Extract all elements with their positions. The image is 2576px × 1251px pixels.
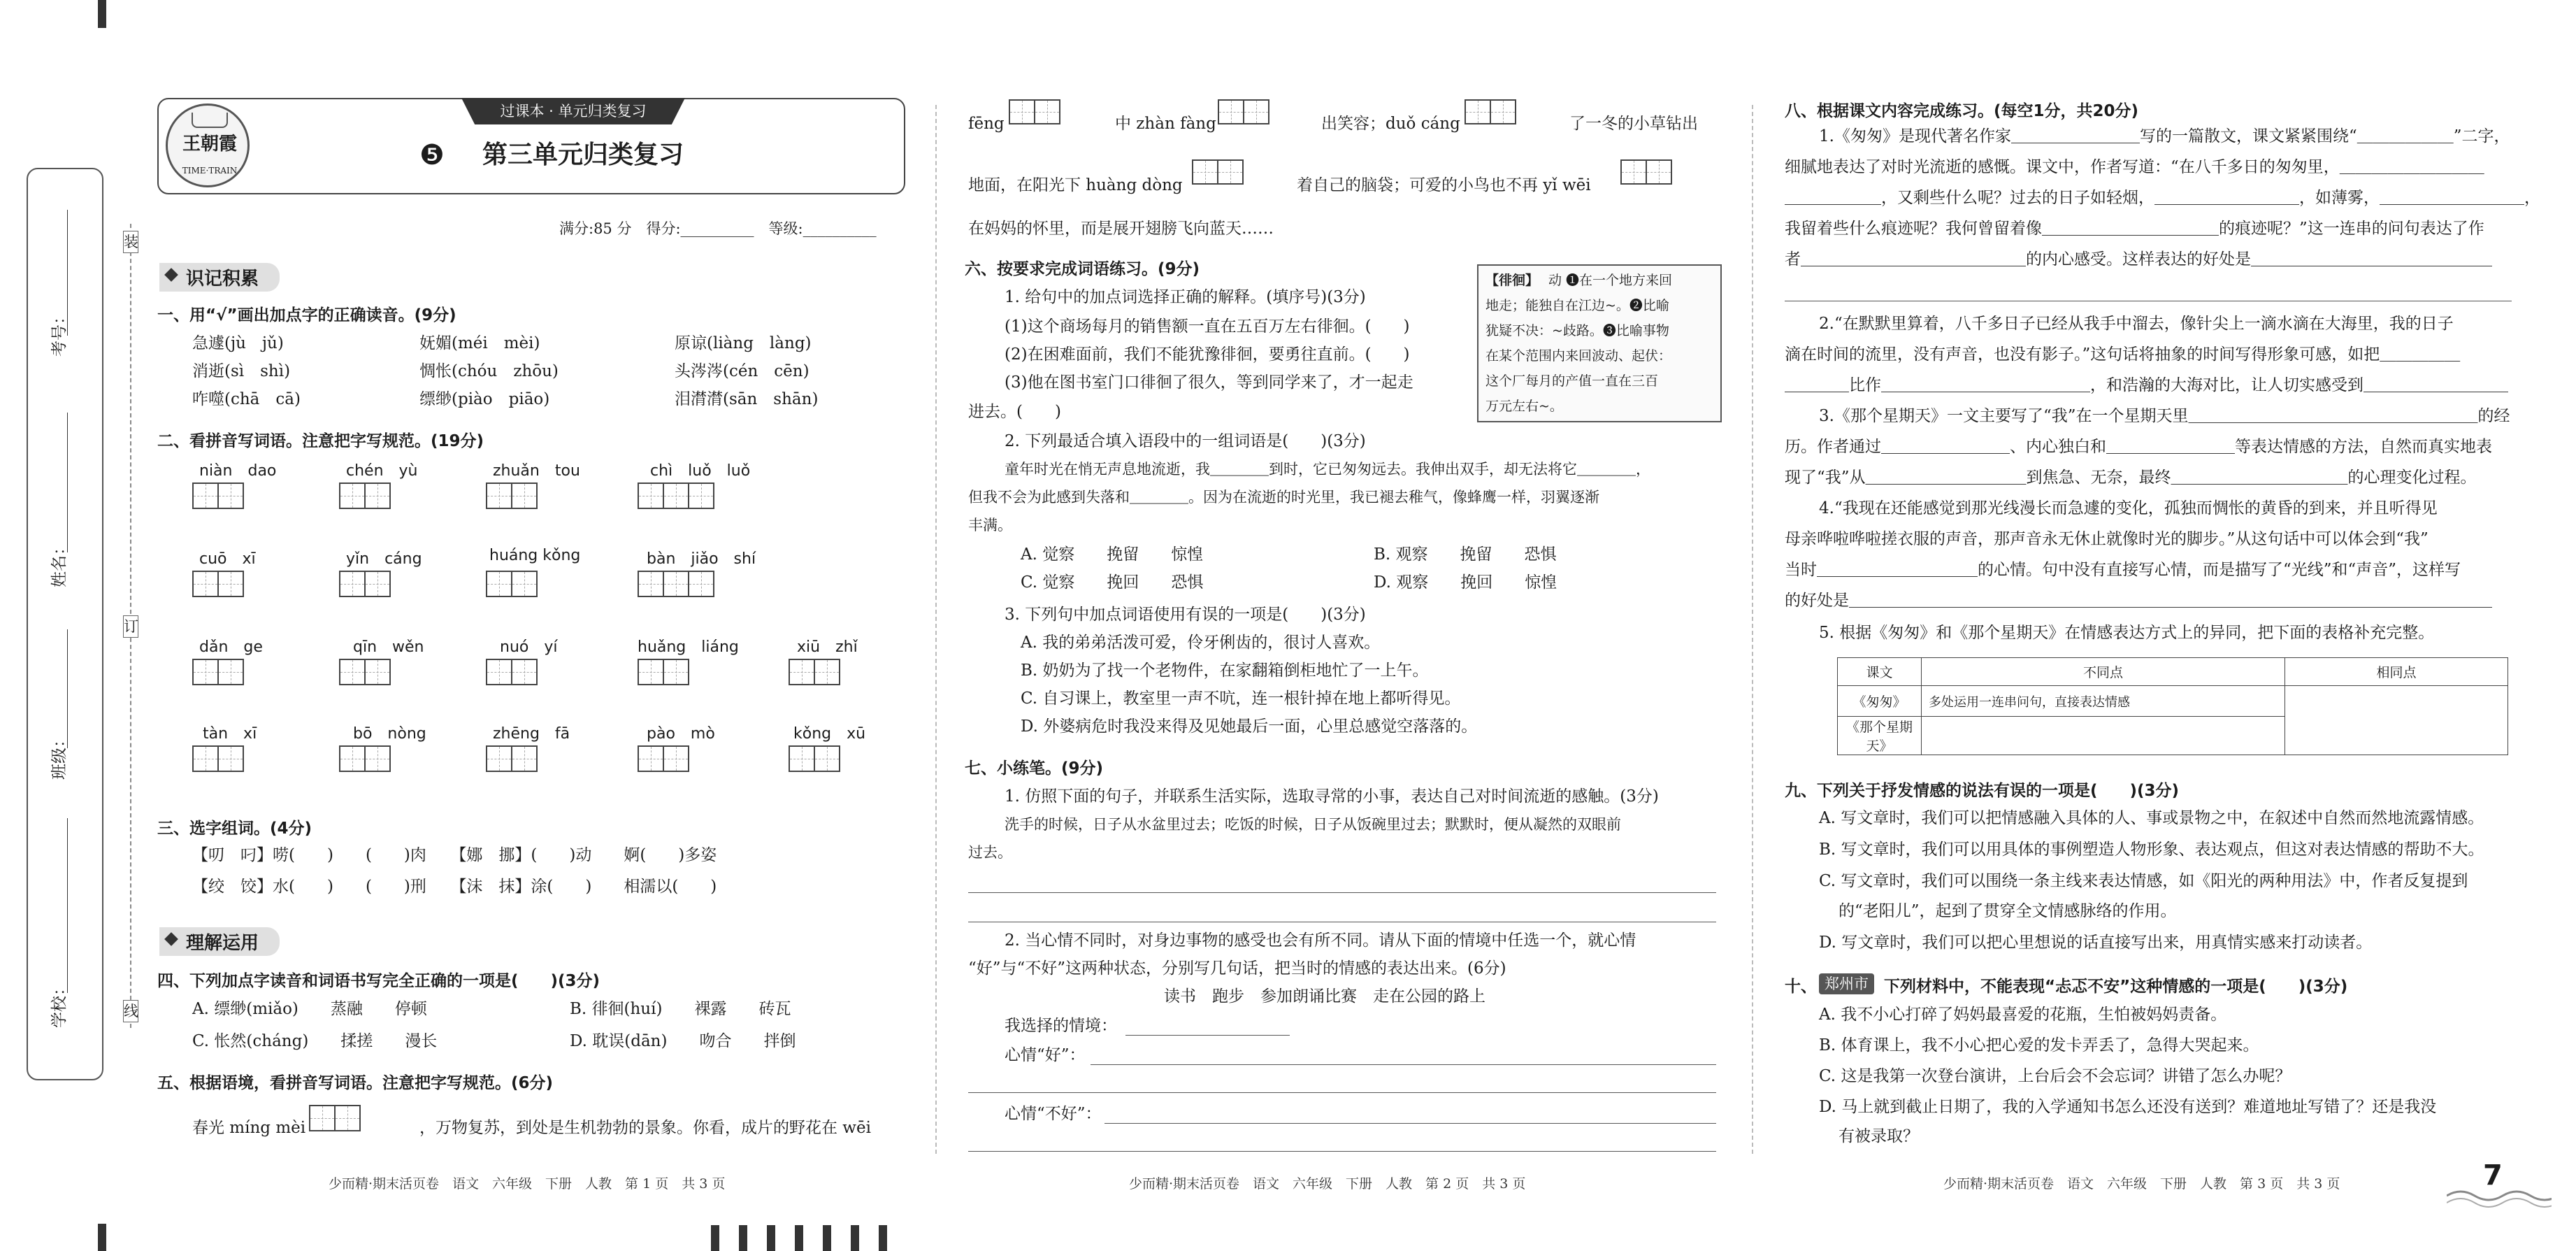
q7-options: 读书 跑步 参加朗诵比赛 走在公园的路上 <box>1164 987 1485 1006</box>
table-cell-answer[interactable] <box>2285 686 2508 755</box>
q7-1-example: 过去。 <box>968 844 1012 861</box>
q5-text: 在妈妈的怀里，而是展开翅膀飞向蓝天…… <box>968 220 1274 238</box>
q6-2-passage: 丰满。 <box>968 517 1012 534</box>
column-divider <box>1752 105 1753 1154</box>
q6-2-option-c[interactable]: C. 觉察 挽回 恐惧 <box>1021 573 1204 592</box>
q6-1b[interactable]: (2)在困难面前，我们不能犹豫徘徊，要勇往直前。( ) <box>1005 345 1410 364</box>
edge-strip <box>98 1224 106 1251</box>
q8-line: 我留着些什么痕迹呢？我何曾留着像＿＿＿＿＿＿＿＿＿＿＿的痕迹呢？”这一连串的问句表达了作 <box>1785 220 2484 238</box>
answer-line[interactable] <box>1091 1064 1716 1065</box>
q8-line: 5. 根据《匆匆》和《那个星期天》在情感表达方式上的异同，把下面的表格补充完整。 <box>1819 624 2435 642</box>
q7-good-label: 心情“好”： <box>1005 1046 1086 1064</box>
section-memory: 识记积累 <box>159 263 280 292</box>
binding-class-field[interactable] <box>67 629 68 748</box>
q1-item[interactable]: 妩媚(méi mèi) <box>419 334 540 352</box>
q5-text: 出笑容；duǒ cáng <box>1321 115 1460 133</box>
write-grid[interactable] <box>789 745 839 772</box>
answer-line[interactable] <box>1104 1123 1716 1124</box>
q5-text: 着自己的脑袋；可爱的小鸟也不再 yǐ wēi <box>1297 176 1591 194</box>
wave-decoration <box>2447 1182 2552 1210</box>
pinyin-label: zhuǎn tou <box>493 462 580 480</box>
q8-line: 现了“我”从＿＿＿＿＿＿＿＿＿＿到焦急、无奈，最终＿＿＿＿＿＿＿＿＿＿＿的心理变化过程。 <box>1785 469 2477 487</box>
q7-heading: 七、小练笔。(9分) <box>965 759 1104 778</box>
q8-heading: 八、根据课文内容完成练习。(每空1分，共20分) <box>1785 102 2139 120</box>
q1-item[interactable]: 咋噬(chā cā) <box>192 390 301 408</box>
q4-option-a[interactable]: A. 缥缈(miǎo) 蒸融 停顿 <box>192 1000 427 1018</box>
q5-text: 春光 míng mèi <box>192 1119 306 1137</box>
dict-line: 万元左右~。 <box>1485 399 1563 414</box>
q3-row[interactable]: 【绞 饺】水( ) ( )刑 【沫 抹】涂( ) 相濡以( ) <box>192 878 717 896</box>
page-title: 第三单元归类复习 <box>482 141 684 169</box>
q4-heading: 四、下列加点字读音和词语书写完全正确的一项是( )(3分) <box>157 972 600 990</box>
q10-option-c[interactable]: C. 这是我第一次登台演讲，上台后会不会忘词？讲错了怎么办呢？ <box>1819 1067 2291 1085</box>
bottom-mark <box>823 1225 831 1251</box>
binding-class-label: 班级： <box>50 731 69 780</box>
pinyin-label: tàn xī <box>203 725 257 743</box>
footer-page-1: 少而精·期末活页卷 语文 六年级 下册 人教 第 1 页 共 3 页 <box>329 1176 726 1192</box>
q6-2: 2. 下列最适合填入语段中的一组词语是( )(3分) <box>1005 432 1366 450</box>
binding-school-field[interactable] <box>67 818 68 993</box>
table-cell: 《那个星期天》 <box>1838 717 1922 755</box>
q4-option-d[interactable]: D. 耽误(dān) 吻合 拌倒 <box>570 1032 796 1050</box>
q6-1c[interactable]: 进去。( ) <box>968 403 1061 421</box>
write-grid[interactable] <box>339 482 389 509</box>
q7-bad-label: 心情“不好”： <box>1005 1105 1102 1123</box>
q4-option-b[interactable]: B. 徘徊(huí) 裸露 砖瓦 <box>570 1000 791 1018</box>
q8-line: 母亲哗啦哗啦搓衣服的声音，那声音永无休止就像时光的脚步。”从这句话中可以体会到“我” <box>1785 530 2429 548</box>
dict-line: 地走；能独自在江边~。❷比喻 <box>1485 298 1669 313</box>
write-grid[interactable] <box>1218 99 1268 124</box>
q5-text: 地面，在阳光下 huàng dòng <box>968 176 1183 194</box>
lesson-number: ❺ <box>419 139 445 171</box>
write-grid[interactable] <box>192 571 243 597</box>
q9-option-b[interactable]: B. 写文章时，我们可以用具体的事例塑造人物形象、表达观点，但这对表达情感的帮助不大。 <box>1819 841 2484 859</box>
write-grid[interactable] <box>1009 99 1059 124</box>
q2-heading: 二、看拼音写词语。注意把字写规范。(19分) <box>157 432 484 450</box>
write-grid[interactable] <box>192 745 243 772</box>
q1-item[interactable]: 急遽(jù jǔ) <box>192 334 284 352</box>
binding-exam-no-field[interactable] <box>67 210 68 336</box>
write-grid[interactable] <box>789 659 839 685</box>
q6-3-option-b[interactable]: B. 奶奶为了找一个老物件，在家翻箱倒柜地忙了一上午。 <box>1021 662 1429 680</box>
pinyin-label: nuó yí <box>500 638 558 656</box>
q8-line: 3.《那个星期天》一文主要写了“我”在一个星期天里＿＿＿＿＿＿＿＿＿＿＿＿＿＿＿＿＿＿的经 <box>1819 407 2510 425</box>
q9-option-a[interactable]: A. 写文章时，我们可以把情感融入具体的人、事或景物之中，在叙述中自然而然地流露情感。 <box>1819 809 2484 827</box>
q8-line: ＿＿＿＿＿＿，又剩些什么呢？过去的日子如轻烟，＿＿＿＿＿＿＿＿＿，如薄雾，＿＿＿＿＿＿＿＿＿， <box>1785 189 2540 207</box>
q8-line: ＿＿＿＿比作＿＿＿＿＿＿＿＿＿＿＿＿＿，和浩瀚的大海对比，让人切实感受到＿＿＿＿＿＿＿＿＿ <box>1785 376 2508 394</box>
q6-3-option-a[interactable]: A. 我的弟弟活泼可爱，伶牙俐齿的，很讨人喜欢。 <box>1021 634 1381 652</box>
q10-option-a[interactable]: A. 我不小心打碎了妈妈最喜爱的花瓶，生怕被妈妈责备。 <box>1819 1006 2227 1024</box>
q9-option-c[interactable]: 的“老阳儿”，起到了贯穿全文情感脉络的作用。 <box>1839 902 2177 920</box>
logo <box>166 103 250 187</box>
q4-option-c[interactable]: C. 怅然(cháng) 揉搓 漫长 <box>192 1032 438 1050</box>
bottom-mark <box>851 1225 859 1251</box>
q6-2-option-a[interactable]: A. 觉察 挽留 惊惶 <box>1021 545 1204 564</box>
q6-2-passage: 童年时光在悄无声息地流逝，我＿＿＿＿到时，它已匆匆远去。我伸出双手，却无法将它＿＿＿＿， <box>1005 461 1650 478</box>
pinyin-label: xiū zhǐ <box>797 638 858 656</box>
q6-1c[interactable]: (3)他在图书室门口徘徊了很久，等到同学来了，才一起走 <box>1005 373 1413 392</box>
answer-line[interactable] <box>968 892 1716 893</box>
q8-line: 历。作者通过＿＿＿＿＿＿＿＿、内心独白和＿＿＿＿＿＿＿＿等表达情感的方法，自然而真实地表 <box>1785 438 2492 456</box>
q9-heading: 九、下列关于抒发情感的说法有误的一项是( )(3分) <box>1785 782 2180 800</box>
pinyin-label: chì luǒ luǒ <box>650 462 751 480</box>
q9-option-d[interactable]: D. 写文章时，我们可以把心里想说的话直接写出来，用真情实感来打动读者。 <box>1819 934 2373 952</box>
pinyin-label: bàn jiǎo shí <box>647 550 756 568</box>
bottom-mark <box>767 1225 775 1251</box>
table-header: 不同点 <box>1922 658 2285 686</box>
write-grid[interactable] <box>638 659 688 685</box>
q3-heading: 三、选字组词。(4分) <box>157 820 312 838</box>
q8-line: 滴在时间的流里，没有声音，也没有影子。”这句话将抽象的时间写得形象可感，如把＿＿＿＿＿ <box>1785 345 2461 364</box>
q9-option-c[interactable]: C. 写文章时，我们可以围绕一条主线来表达情感，如《阳光的两种用法》中，作者反复提到 <box>1819 872 2468 890</box>
q10-option-d[interactable]: D. 马上就到截止日期了，我的入学通知书怎么还没有送到？难道地址写错了？还是我没 <box>1819 1098 2437 1116</box>
logo-crown-icon <box>192 113 228 128</box>
header-banner-text: 过课本 · 单元归类复习 <box>500 103 647 120</box>
q6-2-passage: 但我不会为此感到失落和＿＿＿＿。因为在流逝的时光里，我已褪去稚气，像蜂鹰一样，羽翼逐渐 <box>968 489 1599 506</box>
bottom-mark <box>879 1225 887 1251</box>
dictionary-box <box>1477 264 1722 422</box>
q7-1: 1. 仿照下面的句子，并联系生活实际，选取寻常的小事，表达自己对时间流逝的感触。(3分) <box>1005 787 1659 806</box>
mark-xian: 线 <box>123 1000 138 1022</box>
pinyin-label: chén yù <box>346 462 418 480</box>
q6-2-option-b[interactable]: B. 观察 挽留 恐惧 <box>1374 545 1557 564</box>
q7-1-example: 洗手的时候，日子从水盆里过去；吃饭的时候，日子从饭碗里过去；默默时，便从凝然的双眼前 <box>1005 816 1621 833</box>
q5-text: 中 zhàn fàng <box>1115 115 1216 133</box>
write-grid[interactable] <box>339 659 389 685</box>
q6-heading: 六、按要求完成词语练习。(9分) <box>965 260 1200 278</box>
q8-line: 细腻地表达了对时光流逝的感慨。课文中，作者写道：“在八千多日的匆匆里，＿＿＿＿＿＿＿＿＿ <box>1785 158 2484 176</box>
q10-number: 十、 <box>1785 978 1817 996</box>
bottom-mark <box>795 1225 803 1251</box>
q6-3-option-c[interactable]: C. 自习课上，教室里一声不吭，连一根针掉在地上都听得见。 <box>1021 689 1461 708</box>
q1-item[interactable]: 原谅(liàng làng) <box>675 334 812 352</box>
binding-exam-no-label: 考号： <box>50 308 69 357</box>
table-cell: 《匆匆》 <box>1838 686 1922 717</box>
pinyin-label: dǎn ge <box>199 638 263 656</box>
write-grid[interactable] <box>339 571 389 597</box>
q5-text: 了一冬的小草钻出 <box>1569 115 1698 133</box>
bottom-mark <box>711 1225 719 1251</box>
table-cell-answer[interactable] <box>1922 717 2285 755</box>
logo-text: 王朝霞 <box>182 134 237 155</box>
write-grid[interactable] <box>339 745 389 772</box>
q10-heading: 下列材料中，不能表现“忐忑不安”这种情感的一项是( )(3分) <box>1884 978 2348 996</box>
pinyin-label: zhēng fā <box>493 725 570 743</box>
write-grid[interactable] <box>192 482 243 509</box>
pinyin-label: huáng kǒng <box>489 547 581 564</box>
footer-page-3: 少而精·期末活页卷 语文 六年级 下册 人教 第 3 页 共 3 页 <box>1943 1176 2340 1192</box>
pinyin-label: cuō xī <box>199 550 256 568</box>
mark-ding: 订 <box>123 615 138 638</box>
dict-line: 在某个范围内来回波动、起伏： <box>1485 348 1672 364</box>
write-grid[interactable] <box>638 571 713 597</box>
q5-heading: 五、根据语境，看拼音写词语。注意把字写规范。(6分) <box>157 1074 554 1092</box>
score-line: 满分:85 分 得分:__________ 等级:__________ <box>559 220 877 237</box>
logo-sub: TIME·TRAIN <box>182 166 238 176</box>
write-grid[interactable] <box>486 659 536 685</box>
section-application: 理解运用 <box>159 927 280 956</box>
write-grid[interactable] <box>638 482 713 509</box>
page-number: 7 <box>2483 1159 2503 1192</box>
q6-1: 1. 给句中的加点词选择正确的解释。(填序号)(3分) <box>1005 288 1366 306</box>
dict-line: 动 ❶在一个地方来回 <box>1548 273 1673 288</box>
table-header: 课文 <box>1838 658 1922 686</box>
q6-2-option-d[interactable]: D. 观察 挽回 惊惶 <box>1374 573 1557 592</box>
pinyin-label: niàn dao <box>199 462 277 480</box>
q6-3-option-d[interactable]: D. 外婆病危时我没来得及见她最后一面，心里总感觉空落落的。 <box>1021 717 1478 736</box>
q8-line: 的好处是＿＿＿＿＿＿＿＿＿＿＿＿＿＿＿＿＿＿＿＿＿＿＿＿＿＿＿＿＿＿＿＿＿＿＿＿＿＿＿＿ <box>1785 592 2492 610</box>
bottom-mark <box>739 1225 747 1251</box>
table-header: 相同点 <box>2285 658 2508 686</box>
write-grid[interactable] <box>1192 159 1242 185</box>
footer-page-2: 少而精·期末活页卷 语文 六年级 下册 人教 第 2 页 共 3 页 <box>1129 1176 1526 1192</box>
q8-line: 者＿＿＿＿＿＿＿＿＿＿＿＿＿＿的内心感受。这样表达的好处是＿＿＿＿＿＿＿＿＿＿＿＿＿＿＿ <box>1785 250 2492 269</box>
dict-line: 这个厂每月的产值一直在三百 <box>1485 373 1659 389</box>
mark-zhuang: 装 <box>123 231 138 253</box>
write-grid[interactable] <box>486 482 536 509</box>
q6-1a[interactable]: (1)这个商场每月的销售额一直在五百万左右徘徊。( ) <box>1005 317 1410 336</box>
write-grid[interactable] <box>1620 159 1671 185</box>
write-grid[interactable] <box>486 571 536 597</box>
dict-title: 【徘徊】 <box>1485 273 1539 288</box>
q7-choose-label: 我选择的情境： <box>1005 1017 1117 1035</box>
q1-item[interactable]: 消逝(sì shì) <box>192 362 291 380</box>
pinyin-label: bō nòng <box>353 725 426 743</box>
dict-line: 犹疑不决：~歧路。❸比喻事物 <box>1485 323 1669 338</box>
write-grid[interactable] <box>486 745 536 772</box>
q5-text: fēng <box>968 115 1005 133</box>
q1-item[interactable]: 泪潸潸(sān shān) <box>675 390 819 408</box>
binding-name-field[interactable] <box>67 413 68 552</box>
table-cell: 多处运用一连串问句，直接表达情感 <box>1922 686 2285 717</box>
pinyin-label: yǐn cáng <box>346 550 422 568</box>
pinyin-label: pào mò <box>647 725 715 743</box>
answer-line[interactable] <box>968 1151 1716 1152</box>
pinyin-label: huǎng liáng <box>638 638 739 656</box>
write-grid[interactable] <box>309 1105 359 1131</box>
q3-row[interactable]: 【叨 叼】唠( ) ( )肉 【娜 挪】( )动 婀( )多姿 <box>192 846 717 864</box>
q8-line: 1.《匆匆》是现代著名作家＿＿＿＿＿＿＿＿写的一篇散文，课文紧紧围绕“＿＿＿＿＿＿”二字， <box>1819 127 2510 145</box>
write-grid[interactable] <box>192 659 243 685</box>
q5-text: ，万物复苏，到处是生机勃勃的景象。你看，成片的野花在 wēi <box>419 1119 871 1137</box>
q1-item[interactable]: 头涔涔(cén cēn) <box>675 362 810 380</box>
answer-line[interactable] <box>968 1092 1716 1093</box>
q1-item[interactable]: 缥缈(piào piāo) <box>419 390 550 408</box>
binding-school-label: 学校： <box>50 980 69 1028</box>
edge-strip <box>98 0 106 28</box>
column-divider <box>935 105 937 1154</box>
pinyin-label: qīn wěn <box>353 638 424 656</box>
binding-name-label: 姓名： <box>50 539 69 587</box>
q10-option-d[interactable]: 有被录取？ <box>1839 1127 1919 1145</box>
q6-3: 3. 下列句中加点词语使用有误的一项是( )(3分) <box>1005 606 1366 624</box>
q8-line: 当时＿＿＿＿＿＿＿＿＿＿的心情。句中没有直接写心情，而是描写了“光线”和“声音”，这样写 <box>1785 561 2461 579</box>
q7-2: 2. 当心情不同时，对身边事物的感受也会有所不同。请从下面的情境中任选一个，就心情 <box>1005 931 1636 950</box>
write-grid[interactable] <box>1465 99 1515 124</box>
answer-line[interactable] <box>1125 1035 1290 1036</box>
q10-option-b[interactable]: B. 体育课上，我不小心把心爱的发卡弄丢了，急得大哭起来。 <box>1819 1036 2259 1055</box>
region-tag: 郑州市 <box>1819 973 1874 994</box>
q1-heading: 一、用“√”画出加点字的正确读音。(9分) <box>157 306 456 324</box>
q1-item[interactable]: 惆怅(chóu zhōu) <box>419 362 559 380</box>
q8-line: 2.“在默默里算着，八千多日子已经从我手中溜去，像针尖上一滴水滴在大海里，我的日子 <box>1819 315 2454 333</box>
binding-panel <box>27 168 103 1080</box>
pinyin-label: kǒng xū <box>793 725 866 743</box>
q8-line: 4.“我现在还能感觉到那光线漫长而急遽的变化，孤独而惆怅的黄昏的到来，并且听得见 <box>1819 499 2438 517</box>
q7-2: “好”与“不好”这两种状态，分别写几句话，把当时的情感的表达出来。(6分) <box>968 959 1506 978</box>
comparison-table <box>1837 657 2508 755</box>
write-grid[interactable] <box>638 745 688 772</box>
